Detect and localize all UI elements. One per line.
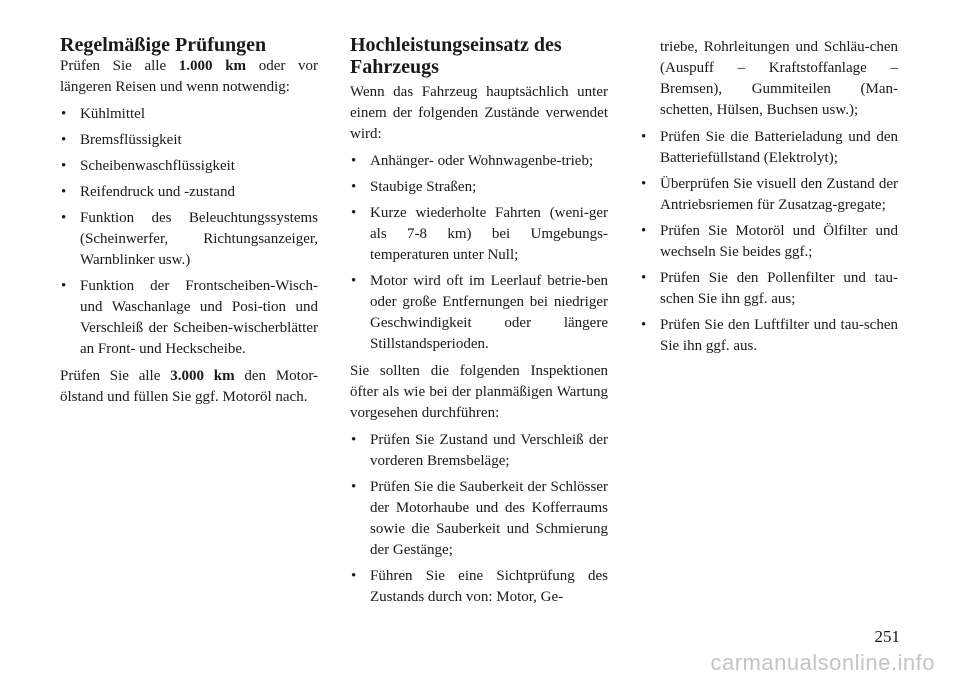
inspections-list-continued — [640, 127, 898, 357]
column-heavy-duty — [350, 34, 608, 614]
list-item-text: Anhänger- oder Wohnwagenbe-trieb; — [370, 153, 594, 169]
bullet-icon: • — [351, 479, 357, 495]
bullet-icon: • — [61, 158, 67, 174]
list-item-text: Bremsflüssigkeit — [80, 132, 182, 148]
bullet-icon: • — [351, 153, 357, 169]
conditions-list — [350, 151, 608, 355]
list-item-text: Funktion der Frontscheiben-Wisch- und Waschanlage und Posi-tion und Verschleiß der Scheiben-wischerblätter an Front- und Heckscheibe. — [80, 278, 318, 357]
bullet-icon: • — [641, 176, 647, 192]
list-item — [350, 203, 608, 266]
list-item-text: Prüfen Sie Motoröl und Ölfilter und wechseln Sie beides ggf.; — [660, 223, 898, 260]
list-item-text: Prüfen Sie die Sauberkeit der Schlösser der Motorhaube und des Kofferraums sowie die Sauberkeit und Schmierung der Gestänge; — [370, 479, 608, 558]
column-inspections-continued — [640, 37, 898, 363]
intro-text: Prüfen Sie alle — [60, 58, 179, 74]
list-item — [60, 130, 318, 151]
bullet-icon: • — [351, 273, 357, 289]
outro-paragraph — [60, 366, 318, 408]
list-item — [60, 182, 318, 203]
bullet-icon: • — [351, 179, 357, 195]
intro-interval: 1.000 km — [178, 58, 247, 74]
list-item — [350, 566, 608, 608]
list-item-text: Führen Sie eine Sichtprüfung des Zustands durch von: Motor, Ge- — [370, 568, 608, 605]
list-item-text: Prüfen Sie den Pollenfilter und tau-schen Sie ihn ggf. aus; — [660, 270, 898, 307]
list-item-text: Prüfen Sie die Batterieladung und den Batteriefüllstand (Elektrolyt); — [660, 129, 898, 166]
list-item — [60, 276, 318, 360]
bullet-icon: • — [641, 317, 647, 333]
list-item-text: Überprüfen Sie visuell den Zustand der Antriebsriemen für Zusatzag-gregate; — [660, 176, 898, 213]
list-item — [350, 177, 608, 198]
list-item — [640, 221, 898, 263]
inspections-list — [350, 430, 608, 608]
list-item — [640, 268, 898, 310]
list-item — [640, 174, 898, 216]
watermark: carmanualsonline.info — [710, 650, 935, 675]
list-item — [60, 156, 318, 177]
list-item-text: Motor wird oft im Leerlauf betrie-ben oder große Entfernungen bei niedriger Geschwindigkeit oder längere Stillstandsperioden. — [370, 273, 608, 352]
outro-text-end: den Motor-ölstand und füllen Sie ggf. Motoröl nach. — [60, 368, 319, 405]
bullet-icon: • — [641, 270, 647, 286]
bullet-icon: • — [641, 223, 647, 239]
section-heading-heavy-duty: Hochleistungseinsatz des Fahrzeugs — [350, 34, 562, 78]
list-item-text: Prüfen Sie Zustand und Verschleiß der vorderen Bremsbeläge; — [370, 432, 608, 469]
list-item — [60, 208, 318, 271]
heavy-duty-intro: Wenn das Fahrzeug hauptsächlich unter einem der folgenden Zustände verwendet wird: — [350, 84, 608, 142]
intro-text-end: oder vor längeren Reisen und wenn notwendig: — [60, 58, 318, 95]
list-item-text: Prüfen Sie den Luftfilter und tau-schen Sie ihn ggf. aus. — [660, 317, 898, 354]
bullet-icon: • — [61, 106, 67, 122]
list-item-text: Staubige Straßen; — [370, 179, 477, 195]
inspections-intro: Sie sollten die folgenden Inspektionen öfter als wie bei der planmäßigen Wartung vorgesehen durchführen: — [350, 363, 608, 421]
list-item — [640, 127, 898, 169]
list-item — [350, 271, 608, 355]
list-item — [350, 477, 608, 561]
check-list — [60, 104, 318, 360]
bullet-icon: • — [351, 432, 357, 448]
bullet-icon: • — [61, 184, 67, 200]
bullet-icon: • — [61, 132, 67, 148]
outro-interval: 3.000 km — [170, 368, 235, 384]
list-item-text: Funktion des Beleuchtungssystems (Scheinwerfer, Richtungsanzeiger, Warnblinker usw.) — [80, 210, 318, 268]
section-heading-regular-checks: Regelmäßige Prüfungen — [60, 34, 267, 56]
list-item-text: Scheibenwaschflüssigkeit — [80, 158, 235, 174]
list-item-text: Kühlmittel — [80, 106, 145, 122]
list-item — [350, 151, 608, 172]
bullet-icon: • — [351, 205, 357, 221]
bullet-icon: • — [351, 568, 357, 584]
list-item — [60, 104, 318, 125]
list-item — [640, 315, 898, 357]
bullet-icon: • — [61, 210, 67, 226]
list-item-text: Reifendruck und -zustand — [80, 184, 235, 200]
bullet-icon: • — [641, 129, 647, 145]
page-number: 251 — [874, 627, 900, 646]
column-regular-checks — [60, 34, 318, 414]
list-item — [350, 430, 608, 472]
intro-paragraph — [60, 56, 318, 98]
list-item-continuation: triebe, Rohrleitungen und Schläu-chen (Auspuff – Kraftstoffanlage – Bremsen), Gummiteilen (Man-schetten, Hülsen, Buchsen usw.); — [660, 39, 898, 118]
outro-text: Prüfen Sie alle — [60, 368, 171, 384]
list-item-text: Kurze wiederholte Fahrten (weni-ger als 7-8 km) bei Umgebungs-temperaturen unter Null; — [370, 205, 608, 263]
bullet-icon: • — [61, 278, 67, 294]
